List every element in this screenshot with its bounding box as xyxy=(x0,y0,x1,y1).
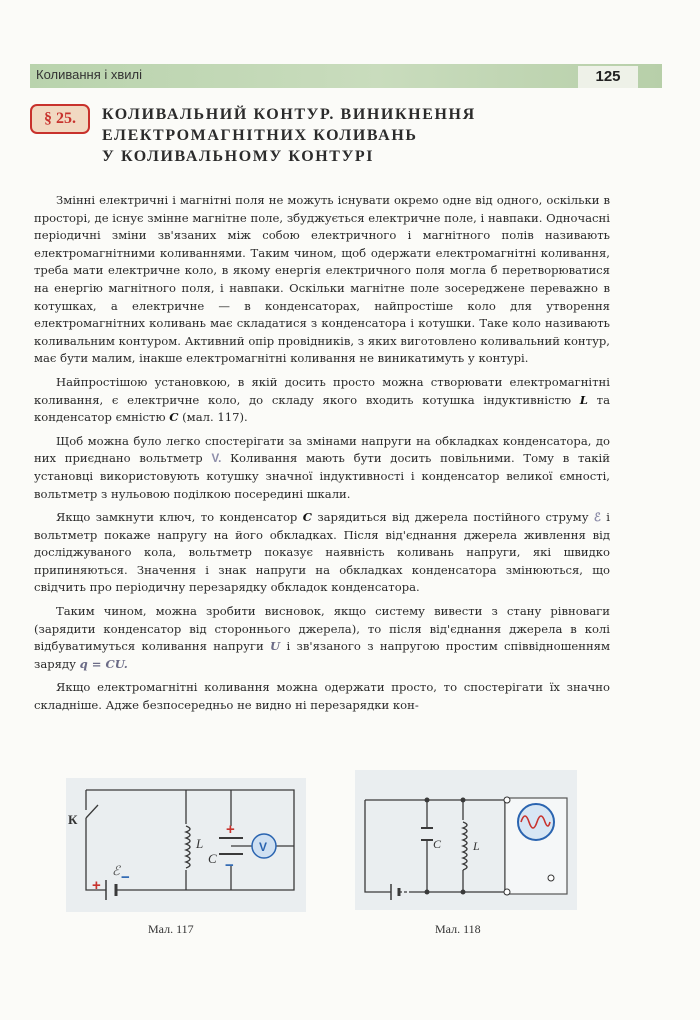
voltmeter-label: V xyxy=(259,840,268,854)
battery-minus: − xyxy=(121,869,130,886)
battery-plus: + xyxy=(92,877,101,894)
paragraph-text: Найпростішою установкою, в якій досить просто можна створювати електромагнітні коливання, є електричне коло, до складу якого входить котушка індуктивністю xyxy=(34,374,610,407)
paragraph-text: Таким чином, можна зробити висновок, якщо систему вивести з стану рівноваги (зарядити конденсатор від стороннього джерела), то після від'єднання джерела в колі відбуватимуться коливання напруги xyxy=(34,604,610,654)
section-number-badge: § 25. xyxy=(30,104,90,134)
capacitor-label: C xyxy=(433,837,442,851)
emf-symbol: ℰ xyxy=(593,511,601,525)
voltmeter-symbol: V. xyxy=(211,452,222,466)
figure-118-circuit xyxy=(355,770,577,910)
junction-dot xyxy=(425,798,430,803)
section-title-line: ЕЛЕКТРОМАГНІТНИХ КОЛИВАНЬ xyxy=(102,127,418,144)
oscilloscope-screen-icon xyxy=(518,804,554,840)
paragraph xyxy=(34,509,610,597)
paragraph-text: зарядиться від джерела постійного струму xyxy=(311,510,594,525)
paragraph-text: Коливання мають бути досить повільними. Тому в такій установці використовують котушку значної індуктивності і конденсатор великої ємності, вольтметр з нульовою поділкою посередині шкали. xyxy=(34,451,610,501)
inductance-symbol: L xyxy=(579,392,588,407)
paragraph xyxy=(34,192,610,368)
paragraph-text: Змінні електричні і магнітні поля не можуть існувати окремо одне від одного, оскільки в просторі, де існує змінне магнітне поле, збуджується електричне поле, і навпаки. Одночасні періодичні зміни зв'язаних між собою електричного і магнітного полів називають електромагнітними коливаннями. Таким чином, щоб одержати електромагнітні коливання, треба мати електричне коло, в якому енергія електричного поля могла б перетворюватися на енергію магнітного поля, і навпаки. Оскільки магнітне поле зосереджене переважно в котушках, а електричне — в конденсаторах, найпростіше коло для утворення електромагнітних коливань має складатися з конденсатора і котушки. Таке коло називають коливальним контуром. Активний опір провідників, з яких виготовлено коливальний контур, має бути малим, інакше електромагнітні коливання не виникатимуть у контурі. xyxy=(34,193,610,366)
paragraph-text: Щоб можна було легко спостерігати за змінами напруги на обкладках конденсатора, до них приєднано вольтметр xyxy=(34,433,610,466)
paragraph xyxy=(34,433,610,503)
junction-dot xyxy=(425,890,430,895)
paragraph-text: і зв'язаного з напругою простим співвідношенням заряду xyxy=(34,639,610,671)
voltage-symbol: U xyxy=(270,639,281,654)
paragraph xyxy=(34,374,610,427)
section-title xyxy=(102,104,662,167)
page-number: 125 xyxy=(578,66,638,88)
paragraph xyxy=(34,603,610,673)
capacitance-symbol: C xyxy=(169,410,179,425)
emf-label: ℰ xyxy=(112,863,120,878)
key-label: К xyxy=(68,812,78,827)
charge-formula: q = CU. xyxy=(79,656,128,671)
body-text xyxy=(34,192,610,721)
paragraph-text: Якщо електромагнітні коливання можна одержати просто, то спостерігати їх значно складніше. Адже безпосередньо не видно ні перезарядки кон- xyxy=(34,680,610,713)
paragraph-text: Якщо замкнути ключ, то конденсатор xyxy=(56,510,303,525)
paragraph-text: (мал. 117). xyxy=(178,410,248,425)
paragraph-text: і вольтметр покаже напругу на його обкладках. Після від'єднання джерела живлення від досліджуваного кола, вольтметр показує наявність коливань напруги, які швидко припиняються. Значення і знак напруги на обкладках конденсатора змінюються, що свідчить про періодичну перезарядку обкладок конденсатора. xyxy=(34,510,610,595)
capacitance-symbol: C xyxy=(302,510,312,525)
section-title-line: КОЛИВАЛЬНИЙ КОНТУР. ВИНИКНЕННЯ xyxy=(102,106,476,123)
junction-dot xyxy=(461,798,466,803)
plus-sign: + xyxy=(226,821,235,838)
coil-label: L xyxy=(473,839,480,853)
figure-118-caption: Мал. 118 xyxy=(435,922,481,936)
paragraph-text: та конденсатор ємністю xyxy=(34,392,611,425)
running-head: Коливання і хвилі xyxy=(36,67,143,82)
section-title-line: У КОЛИВАЛЬНОМУ КОНТУРІ xyxy=(102,148,375,165)
capacitor-label: C xyxy=(208,851,217,866)
paragraph xyxy=(34,679,610,714)
coil-label: L xyxy=(196,836,204,851)
figure-117-circuit xyxy=(66,778,306,912)
minus-sign: − xyxy=(225,857,234,874)
figure-117-caption: Мал. 117 xyxy=(148,922,194,936)
junction-dot xyxy=(461,890,466,895)
